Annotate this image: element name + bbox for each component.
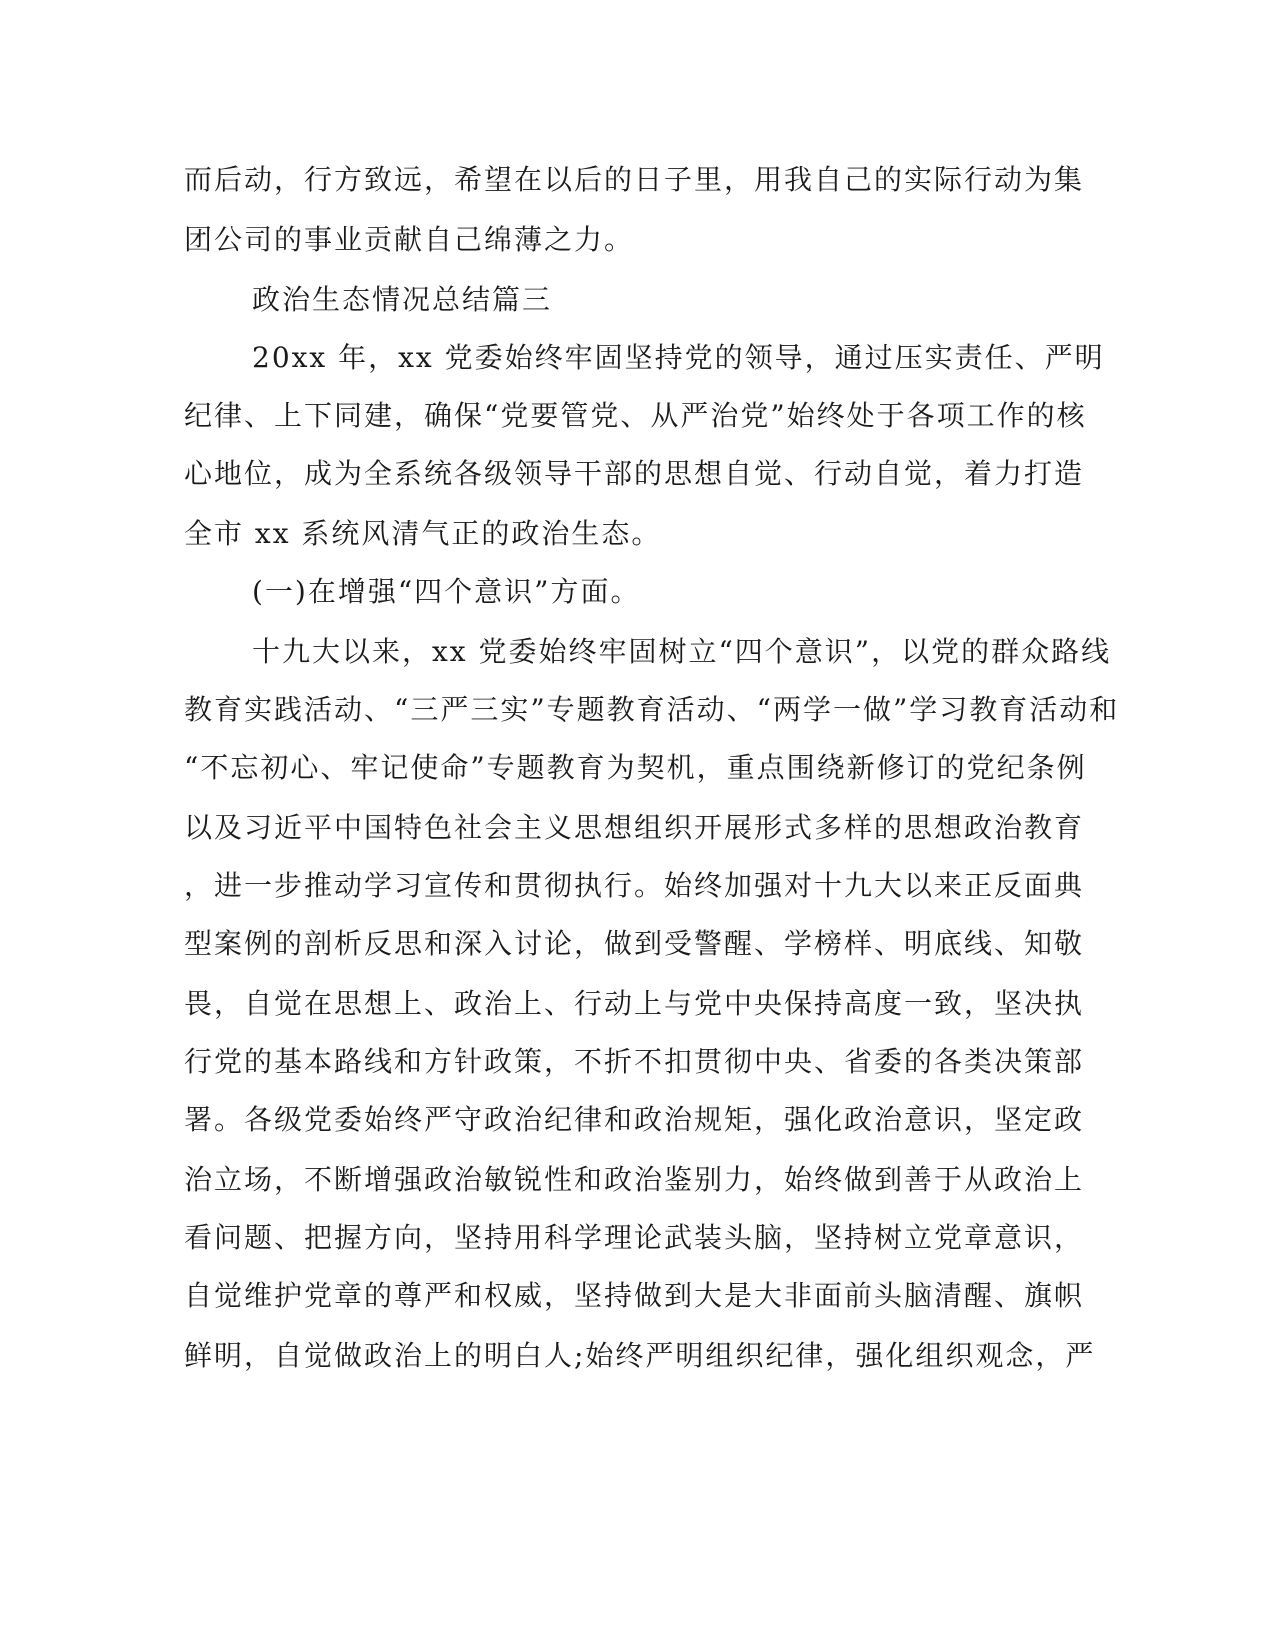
text-line: 行党的基本路线和方针政策，不折不扣贯彻中央、省委的各类决策部 [184,1045,1085,1078]
text-line: 看问题、把握方向，坚持用科学理论武装头脑，坚持树立党章意识， [184,1221,1085,1254]
text-line: 署。各级党委始终严守政治纪律和政治规矩，强化政治意识，坚定政 [184,1103,1085,1136]
text-line: 以及习近平中国特色社会主义思想组织开展形式多样的思想政治教育 [184,811,1085,844]
text-line: 治立场，不断增强政治敏锐性和政治鉴别力，始终做到善于从政治上 [184,1163,1085,1196]
text-line: 型案例的剖析反思和深入讨论，做到受警醒、学榜样、明底线、知敬 [184,927,1085,960]
text-line: 鲜明，自觉做政治上的明白人;始终严明组织纪律，强化组织观念，严 [184,1339,1096,1372]
text-line: 20xx 年，xx 党委始终牢固坚持党的领导，通过压实责任、严明 [252,341,1105,374]
text-line: 畏，自觉在思想上、政治上、行动上与党中央保持高度一致，坚决执 [184,987,1085,1020]
text-line: 心地位，成为全系统各级领导干部的思想自觉、行动自觉，着力打造 [184,457,1085,490]
text-line: 自觉维护党章的尊严和权威，坚持做到大是大非面前头脑清醒、旗帜 [184,1279,1085,1312]
text-line: 纪律、上下同建，确保“党要管党、从严治党”始终处于各项工作的核 [184,399,1087,432]
text-line: 教育实践活动、“三严三实”专题教育活动、“两学一做”学习教育活动和 [184,693,1120,726]
text-line: 全市 xx 系统风清气正的政治生态。 [184,517,662,550]
text-line: 团公司的事业贡献自己绵薄之力。 [184,223,635,256]
text-line: “不忘初心、牢记使命”专题教育为契机，重点围绕新修订的党纪条例 [184,751,1087,784]
subsection-heading: (一)在增强“四个意识”方面。 [252,575,641,608]
text-line: 而后动，行方致远，希望在以后的日子里，用我自己的实际行动为集 [184,163,1085,196]
text-line: 十九大以来，xx 党委始终牢固树立“四个意识”，以党的群众路线 [252,635,1112,668]
text-line: ，进一步推动学习宣传和贯彻执行。始终加强对十九大以来正反面典 [184,869,1085,902]
section-heading: 政治生态情况总结篇三 [252,283,553,316]
